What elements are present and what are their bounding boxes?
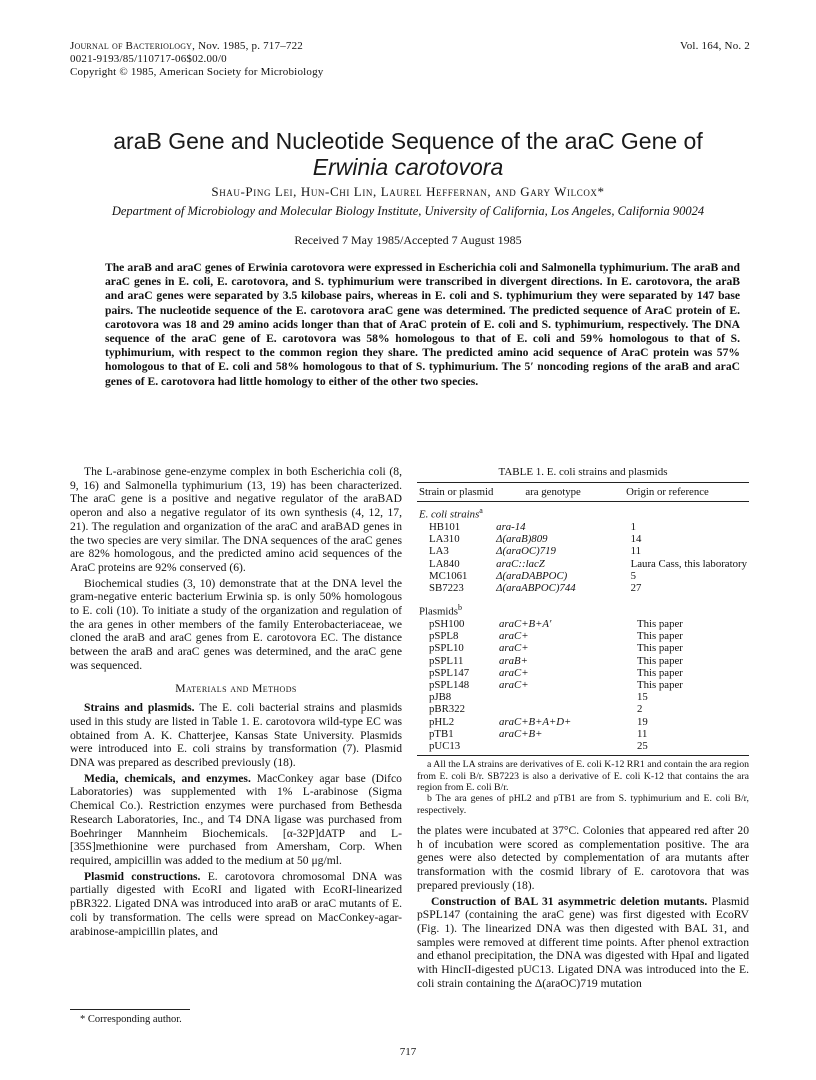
intro-paragraph-1: The L-arabinose gene-enzyme complex in both Escherichia coli (8, 9, 16) and Salmonella typhimurium (13, 19) has been characterized. The araC gene is a positive and negative regulator of the araBAD operon and also a negative regulator of its own synthesis (4, 12, 17, 21). The regulation and organization of the araC and araBAD genes in the two species are very similar. The DNA sequences of the araC genes are 82% homologous, and the predicted amino acid sequences of the AraC proteins are 92% conserved (6). (70, 465, 402, 574)
strains-text: The E. coli bacterial strains and plasmids used in this study are listed in Table 1. E. carotovora wild-type EC was obtained from A. K. Chatterjee, Kansas State University. Plasmids were introduced into E. coli strains by transformation (7). Plasmid DNA was prepared as described previously (18). (70, 701, 403, 770)
footnote-divider (70, 1009, 190, 1010)
strain-row (417, 558, 749, 570)
plasmid-origin-cell: This paper (637, 679, 683, 692)
plasmid-row (417, 691, 749, 703)
plasmid-origin-cell: 19 (637, 715, 648, 728)
plasmid-genotype-cell: araC+B+A′ (499, 618, 552, 631)
plasmid-origin-cell: This paper (637, 618, 683, 631)
plasmid-genotype-cell (497, 740, 615, 752)
plasmids-group-label: Plasmids (419, 605, 458, 618)
table-caption: TABLE 1. E. coli strains and plasmids (498, 466, 668, 478)
abstract: The araB and araC genes of Erwinia carotovora were expressed in Escherichia coli and Salmonella typhimurium. The araB and araC genes in E. coli, E. carotovora, and S. typhimurium were transcribed in divergent directions. In E. carotovora, the araB and araC genes were separated by 3.5 kilobase pairs, whereas in E. coli and S. typhimurium they were separated by 147 base pairs. The nucleotide sequence of the E. carotovora araC gene was determined. The predicted sequence of AraC protein of E. carotovora was 18 and 29 amino acids longer than that of AraC protein of E. coli and S. typhimurium, respectively. The DNA sequence of the araC gene of E. carotovora was 58% homologous to that of E. coli and 59% homologous to that of S. typhimurium, with respect to the common region they share. The predicted amino acid sequence of AraC protein was 57% homologous to that of E. coli and 58% homologous to that of S. typhimurium. The 5′ noncoding regions of the araB and araC genes of E. carotovora had little homology to either of the other two species. (105, 261, 740, 388)
strain-row (417, 521, 749, 533)
bal31-text: Plasmid pSPL147 (containing the araC gene) was first digested with EcoRV (Fig. 1). The linearized DNA was then digested with BAL 31, and samples were removed at different time points. After phenol extraction and ethanol precipitation, the DNA was digested with HpaI and ligated with HincII-digested pUC13. Ligated DNA was introduced into the E. coli strain containing the Δ(araOC)719 mutation (417, 894, 750, 990)
plasmid-genotype-cell: araC+ (499, 642, 529, 655)
journal-name: Journal of Bacteriology (70, 40, 193, 52)
plasmid-origin-cell: This paper (637, 642, 683, 655)
plasmid-origin-cell: 25 (637, 740, 648, 753)
received-dates: Received 7 May 1985/Accepted 7 August 1985 (294, 233, 522, 247)
plasmid-genotype-cell: araC+ (499, 679, 529, 692)
strain-origin-cell: Laura Cass, this laboratory (630, 557, 747, 570)
plasmid-row (417, 630, 749, 642)
plasmid-row (417, 716, 749, 728)
strains-table (417, 502, 749, 594)
media-paragraph (70, 772, 402, 868)
media-lead: Media, chemicals, and enzymes. (84, 771, 251, 785)
plasmids-table (417, 594, 749, 752)
strains-lead: Strains and plasmids. (84, 701, 195, 715)
plasmid-name-cell: pSPL147 (429, 666, 470, 679)
strain-name-cell: LA3 (429, 545, 449, 558)
plasmid-row (417, 679, 749, 691)
plasmid-row (417, 703, 749, 715)
col-header-strain: Strain or plasmid (419, 486, 494, 498)
volume-info: Vol. 164, No. 2 (679, 40, 750, 52)
strains-footnote-mark: a (479, 506, 483, 516)
plasmid-paragraph (70, 870, 402, 939)
media-text: MacConkey agar base (Difco Laboratories) was supplemented with 1% L-arabinose (Sigma Chemical Co.). Restriction enzymes were purchased from Bethesda Research Laboratories, Inc., and T4 DNA ligase was purchased from Boehringer Mannheim Biochemicals. [α-32P]dATP and L-[35S]methionine were purchased from Amersham, Corp. When required, ampicillin was added to the medium at 50 μg/ml. (70, 771, 402, 867)
plasmid-genotype-cell: araB+ (499, 654, 528, 667)
table-bottom-rule (417, 755, 749, 756)
strain-row (417, 570, 749, 582)
plasmid-name-cell: pUC13 (429, 740, 461, 753)
plasmid-origin-cell: This paper (637, 654, 683, 667)
strain-genotype-cell: Δ(araB)809 (496, 533, 548, 546)
left-column (70, 465, 402, 938)
strain-name-cell: LA840 (429, 557, 460, 570)
strain-row (417, 582, 749, 594)
table-footnote-b: b The ara genes of pHL2 and pTB1 are from S. typhimurium and E. coli B/r, respectively. (417, 793, 749, 816)
article-title (70, 128, 746, 180)
plasmid-origin-cell: This paper (637, 630, 683, 643)
plasmid-name-cell: pTB1 (429, 727, 454, 740)
table-1 (417, 466, 749, 816)
plasmid-origin-cell: 2 (637, 703, 643, 716)
strain-name-cell: HB101 (429, 521, 461, 533)
strains-paragraph (70, 701, 402, 770)
plasmid-row (417, 728, 749, 740)
affiliation: Department of Microbiology and Molecular Biology Institute, University of California, Los Angeles, California 90024 (111, 204, 705, 218)
strain-row (417, 545, 749, 557)
title-line-2: Erwinia carotovora (312, 154, 504, 180)
strain-origin-cell: 27 (630, 582, 642, 595)
plasmids-group-header (417, 594, 749, 618)
table-header-row (417, 483, 749, 501)
strain-genotype-cell: ara-14 (496, 521, 526, 533)
corresponding-author-footnote: * Corresponding author. (80, 1014, 182, 1025)
strain-origin-cell: 14 (630, 533, 642, 546)
plasmid-text: E. carotovora chromosomal DNA was partially digested with EcoRI and ligated with EcoRI-linearized pBR322. Ligated DNA was introduced into araB or araC mutants of E. coli by transformation. The cells were spread on MacConkey-agar-arabinose-ampicillin plates, and (70, 869, 402, 938)
plasmid-row (417, 667, 749, 679)
journal-date: , Nov. 1985, p. 717–722 (192, 40, 304, 52)
strain-origin-cell: 5 (630, 569, 637, 582)
plasmid-name-cell: pBR322 (429, 703, 465, 716)
plasmid-name-cell: pJB8 (429, 691, 452, 704)
issn-code: 0021-9193/85/110717-06$02.00/0 (70, 53, 227, 65)
plasmid-name-cell: pSPL148 (429, 679, 470, 692)
page-number: 717 (399, 1046, 417, 1058)
bal31-lead: Construction of BAL 31 asymmetric deletion mutants. (431, 894, 708, 908)
strain-name-cell: LA310 (429, 533, 460, 546)
plasmid-genotype-cell: araC+ (499, 630, 529, 643)
plasmids-footnote-mark: b (458, 603, 462, 613)
plasmid-lead: Plasmid constructions. (84, 869, 201, 883)
plasmid-genotype-cell: araC+B+ (499, 727, 543, 740)
plasmid-row (417, 655, 749, 667)
plasmid-origin-cell: 11 (637, 727, 648, 740)
bal31-paragraph (417, 895, 749, 991)
col-header-genotype: ara genotype (525, 486, 581, 498)
plasmid-genotype-cell: araC+B+A+D+ (499, 715, 572, 728)
strain-row (417, 533, 749, 545)
intro-paragraph-2: Biochemical studies (3, 10) demonstrate that at the DNA level the gram-negative enteric bacterium Erwinia sp. is only 50% homologous to E. coli (10). To initiate a study of the organization and regulation of the ara genes in other members of the family Enterobacteriaceae, we cloned the araB and araC genes from E. carotovora EC. The distance between the araB and araC genes was determined, and the araC gene was sequenced. (70, 576, 402, 672)
author-list: Shau-Ping Lei, Hun-Chi Lin, Laurel Heffernan, and Gary Wilcox* (211, 184, 605, 199)
plasmid-name-cell: pSPL10 (429, 642, 464, 655)
strain-name-cell: SB7223 (429, 582, 464, 595)
plasmid-genotype-cell (497, 703, 615, 715)
plasmid-row (417, 618, 749, 630)
strain-genotype-cell: Δ(araOC)719 (496, 545, 556, 558)
strain-genotype-cell: Δ(araDABPOC) (496, 569, 568, 582)
strain-genotype-cell: Δ(araABPOC)744 (496, 582, 576, 595)
plasmid-row (417, 740, 749, 752)
plasmid-row (417, 642, 749, 654)
copyright-line: Copyright © 1985, American Society for Microbiology (70, 66, 324, 78)
strain-origin-cell: 11 (630, 545, 642, 558)
strain-name-cell: MC1061 (429, 569, 468, 582)
strains-group-header (417, 502, 749, 521)
right-column (417, 824, 749, 990)
plasmid-origin-cell: This paper (637, 666, 683, 679)
plasmid-name-cell: pSPL8 (429, 630, 459, 643)
methods-heading: Materials and Methods (175, 681, 297, 695)
plasmid-origin-cell: 15 (637, 691, 648, 704)
plasmid-name-cell: pSPL11 (429, 654, 464, 667)
plasmid-name-cell: pHL2 (429, 715, 455, 728)
strain-genotype-cell: araC::lacZ (496, 557, 545, 570)
strain-origin-cell: 1 (630, 521, 637, 533)
strains-group-label: E. coli strains (419, 508, 480, 521)
table-grid (417, 483, 749, 501)
table-footnote-a: a All the LA strains are derivatives of E. coli K-12 RR1 and contain the ara region from E. coli B/r. SB7223 is also a derivative of E. coli K-12 that contains the ara region from E. coli B/r. (417, 759, 749, 794)
plasmid-genotype-cell: araC+ (499, 666, 529, 679)
title-line-1: araB Gene and Nucleotide Sequence of the araC Gene of (113, 128, 703, 154)
continued-paragraph: the plates were incubated at 37°C. Colonies that appeared red after 20 h of incubation were scored as complementation positive. The ara genes were also detected by complementation of ara mutants after transformation with the cosmid library of E. carotovora that was prepared previously (18). (417, 824, 749, 892)
journal-header (70, 40, 303, 53)
plasmid-genotype-cell (497, 691, 615, 703)
col-header-origin: Origin or reference (626, 486, 709, 498)
plasmid-name-cell: pSH100 (429, 618, 465, 631)
